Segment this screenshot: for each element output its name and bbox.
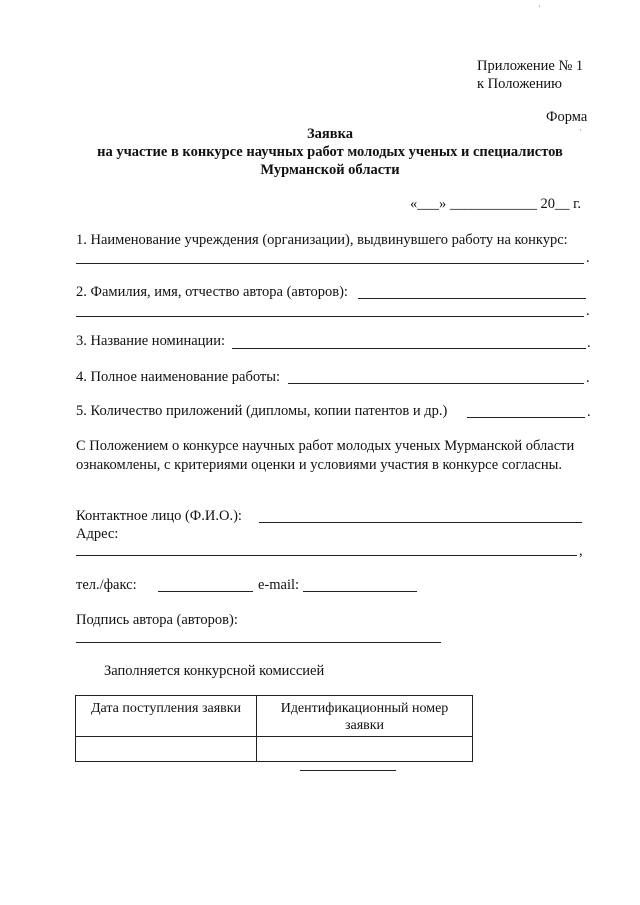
field-author-label: 2. Фамилия, имя, отчество автора (авторов):	[76, 284, 348, 300]
table-header-row	[76, 696, 473, 737]
signature-label: Подпись автора (авторов):	[76, 612, 238, 628]
document-subtitle-region: Мурманской области	[260, 162, 400, 178]
punctuation: .	[587, 335, 591, 351]
field-nomination-label: 3. Название номинации:	[76, 333, 225, 349]
address-line[interactable]	[76, 555, 577, 556]
field-work-title-label: 4. Полное наименование работы:	[76, 369, 280, 385]
punctuation: .	[586, 370, 590, 386]
punctuation: .	[587, 404, 591, 420]
form-label: Форма	[546, 109, 588, 125]
field-work-title-line[interactable]	[288, 383, 584, 384]
scan-speck: ·	[579, 126, 582, 135]
document-subtitle: на участие в конкурсе научных работ молодых ученых и специалистов	[97, 144, 563, 160]
scan-speck: ·	[538, 2, 541, 11]
cell-id-number[interactable]	[257, 737, 473, 762]
field-organization-line[interactable]	[76, 263, 584, 264]
footer-separator	[300, 770, 396, 771]
field-nomination-line[interactable]	[232, 348, 586, 349]
contact-person-label: Контактное лицо (Ф.И.О.):	[76, 508, 242, 524]
header-received-date: Дата поступления заявки	[76, 696, 257, 737]
punctuation: ,	[579, 543, 583, 559]
email-label: e-mail:	[258, 577, 300, 593]
phone-line[interactable]	[158, 591, 253, 592]
appendix-line-2: к Положению	[477, 76, 562, 92]
field-attachments-label: 5. Количество приложений (дипломы, копии патентов и др.)	[76, 403, 448, 419]
contact-person-line[interactable]	[259, 522, 582, 523]
date-field[interactable]: «___» ____________ 20__ г.	[410, 196, 582, 212]
signature-line[interactable]	[76, 642, 441, 643]
registration-table	[75, 695, 473, 762]
email-line[interactable]	[303, 591, 417, 592]
table-row	[76, 737, 473, 762]
agreement-text: С Положением о конкурсе научных работ молодых ученых Мурманской области ознакомлены, с критериями оценки и условиями участия в конкурсе согласны.	[76, 438, 575, 473]
appendix-line-1: Приложение № 1	[477, 58, 584, 74]
punctuation: .	[586, 303, 590, 319]
field-attachments-line[interactable]	[467, 417, 585, 418]
punctuation: .	[586, 250, 590, 266]
phone-label: тел./факс:	[76, 577, 137, 593]
commission-note: Заполняется конкурсной комиссией	[104, 663, 325, 679]
address-label: Адрес:	[76, 526, 119, 542]
field-organization-label: 1. Наименование учреждения (организации), выдвинувшего работу на конкурс:	[76, 232, 568, 248]
field-author-line-2[interactable]	[76, 316, 584, 317]
field-author-line[interactable]	[358, 298, 586, 299]
cell-received-date[interactable]	[76, 737, 257, 762]
header-id-number: Идентификационный номер заявки	[257, 696, 473, 737]
document-title: Заявка	[307, 126, 353, 142]
